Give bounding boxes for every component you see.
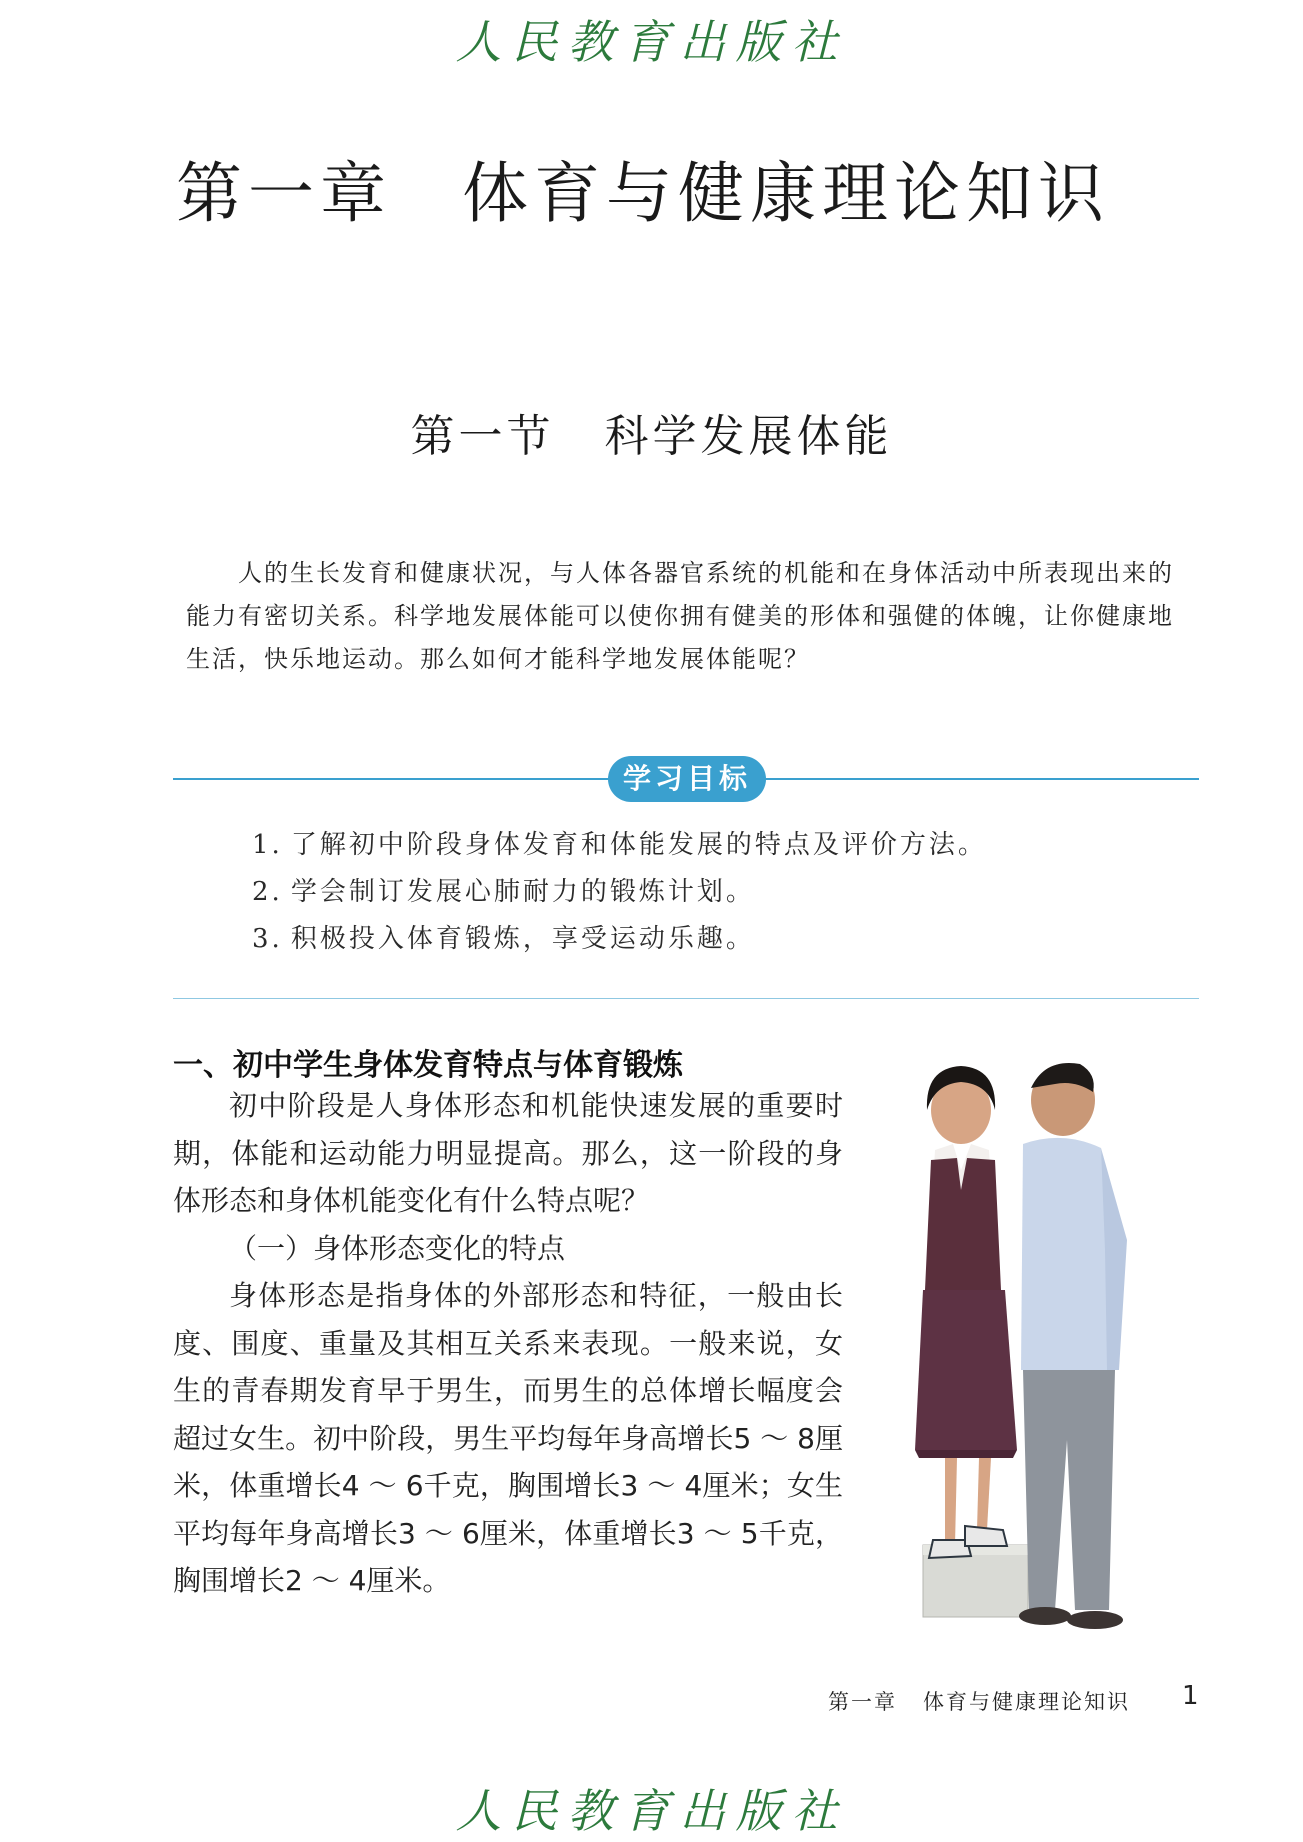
part1-paragraph-1: 初中阶段是人身体形态和机能快速发展的重要时期，体能和运动能力明显提高。那么，这一阶段的身体形态和身体机能变化有什么特点呢？ <box>173 1089 843 1217</box>
page-number: 1 <box>1182 1681 1199 1711</box>
goal-number: 3. <box>252 924 283 954</box>
part1-paragraph-2: 身体形态是指身体的外部形态和特征，一般由长度、围度、重量及其相互关系来表现。一般来说，女生的青春期发育早于男生，而男生的总体增长幅度会超过女生。初中阶段，男生平均每年身高增长5 ～ 8厘米，体重增长4 ～ 6千克，胸围增长3 ～ 4厘米；女生平均每年身高增长3 ～ 6厘米，体重增长3 ～ 5千克，胸围增长2 ～ 4厘米。 <box>173 1279 843 1597</box>
section-name: 科学发展体能 <box>604 411 893 462</box>
section-title <box>0 400 1303 464</box>
boy-figure <box>1019 1063 1127 1629</box>
learning-goals-badge: 学习目标 <box>608 756 766 802</box>
publisher-logo-top: 人民教育出版社 <box>455 15 848 69</box>
goal-item <box>252 916 987 963</box>
publisher-logo-bottom: 人民教育出版社 <box>455 1784 848 1838</box>
goal-item <box>252 869 987 916</box>
chapter-title <box>176 140 1110 235</box>
goal-item <box>252 822 987 869</box>
goals-divider-bottom <box>173 998 1199 999</box>
running-footer <box>828 1686 1130 1716</box>
footer-title: 体育与健康理论知识 <box>923 1690 1130 1714</box>
goal-text: 学会制订发展心肺耐力的锻炼计划。 <box>290 877 755 907</box>
chapter-number: 第一章 <box>176 155 392 232</box>
section-number: 第一节 <box>410 411 555 462</box>
goal-number: 2. <box>252 877 283 907</box>
girl-figure <box>915 1066 1017 1558</box>
intro-paragraph: 人的生长发育和健康状况，与人体各器官系统的机能和在身体活动中所表现出来的能力有密切关系。科学地发展体能可以使你拥有健美的形体和强健的体魄，让你健康地生活，快乐地运动。那么如何才能科学地发展体能呢？ <box>186 559 1174 673</box>
chapter-name: 体育与健康理论知识 <box>462 155 1110 232</box>
students-photo <box>905 1040 1135 1640</box>
goal-text: 了解初中阶段身体发育和体能发展的特点及评价方法。 <box>290 830 987 860</box>
goal-number: 1. <box>252 830 283 860</box>
part1-subheading: （一）身体形态变化的特点 <box>229 1232 566 1265</box>
footer-chapter: 第一章 <box>828 1690 897 1714</box>
learning-goals-list <box>252 822 987 963</box>
part1-heading: 一、初中学生身体发育特点与体育锻炼 <box>173 1048 683 1083</box>
goal-text: 积极投入体育锻炼，享受运动乐趣。 <box>290 924 755 954</box>
